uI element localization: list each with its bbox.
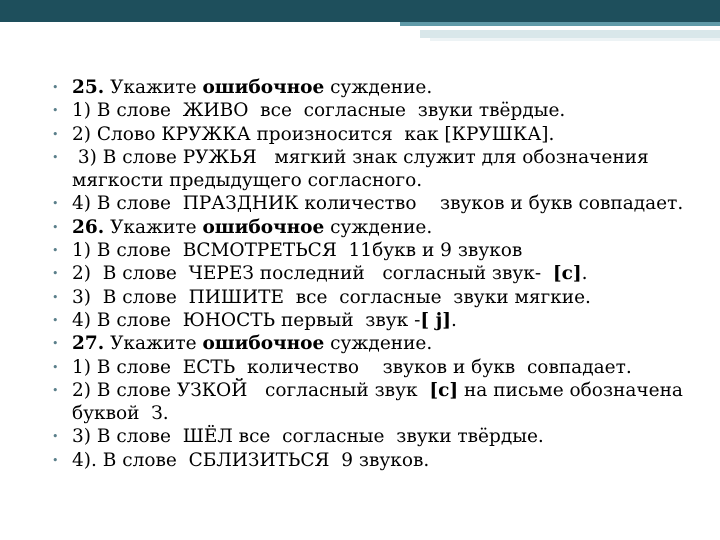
item-text: 4). В слове СБЛИЗИТЬСЯ 9 звуков.	[72, 449, 430, 471]
item-text: суждение.	[324, 216, 433, 238]
bullet-icon: •	[52, 430, 59, 444]
bullet-icon: •	[52, 383, 59, 397]
bullet-icon: •	[52, 244, 59, 258]
list-item	[52, 379, 712, 426]
bullet-icon: •	[52, 267, 59, 281]
list-item	[52, 239, 712, 262]
bullet-icon: •	[52, 290, 59, 304]
list-item	[52, 216, 712, 239]
title-bar-band	[0, 0, 720, 22]
slide-body	[52, 76, 712, 472]
list-item	[52, 356, 712, 379]
item-text: .	[581, 263, 588, 285]
emphasis-text: ошибочное	[202, 216, 325, 238]
emphasis-text: ошибочное	[202, 77, 325, 98]
header-accent-stripe	[400, 22, 720, 26]
list-item	[52, 192, 712, 215]
list-item	[52, 332, 712, 355]
list-item	[52, 309, 712, 332]
emphasis-text: [ j]	[420, 309, 452, 331]
list-item	[52, 286, 712, 309]
item-text: 1) В слове ВСМОТРЕТЬСЯ 11букв и 9 звуков	[72, 240, 523, 262]
item-text: 1) В слове ЕСТЬ количество звуков и букв совпадает.	[72, 356, 632, 378]
item-text: .	[451, 309, 457, 331]
list-item	[52, 99, 712, 122]
bullet-list	[52, 76, 712, 472]
bullet-icon: •	[52, 360, 59, 374]
item-text: 4) В слове ЮНОСТЬ первый звук -	[72, 309, 421, 331]
item-text: на письме обозначена буквой З.	[72, 379, 689, 425]
bullet-icon: •	[52, 453, 59, 467]
item-text: 1) В слове ЖИВО все согласные звуки твёрдые.	[72, 100, 566, 122]
bullet-icon: •	[52, 197, 59, 211]
bullet-icon: •	[52, 220, 59, 234]
item-text: 3) В слове РУЖЬЯ мягкий знак служит для обозначения мягкости предыдущего согласного.	[72, 146, 655, 192]
list-item	[52, 146, 712, 193]
bullet-icon: •	[52, 127, 59, 141]
emphasis-text: [c]	[552, 263, 582, 285]
emphasis-text: [c]	[429, 379, 459, 401]
bullet-icon: •	[52, 104, 59, 118]
list-item	[52, 425, 712, 448]
header-accent-stripe-light	[420, 30, 720, 38]
item-text: Укажите	[104, 216, 203, 238]
bullet-icon: •	[52, 313, 59, 327]
item-text: суждение.	[324, 333, 433, 355]
list-item	[52, 449, 712, 472]
item-text: 4) В слове ПРАЗДНИК количество звуков и букв совпадает.	[72, 193, 684, 215]
list-item	[52, 262, 712, 285]
list-item	[52, 76, 712, 99]
item-text: 3) В слове ПИШИТЕ все согласные звуки мягкие.	[72, 286, 591, 308]
item-text: суждение.	[324, 77, 433, 98]
item-text: Укажите	[104, 77, 203, 98]
bullet-icon: •	[52, 81, 59, 94]
bullet-icon: •	[52, 150, 59, 164]
question-number: 25.	[72, 77, 105, 98]
header-accent-stripe-faint	[430, 38, 720, 41]
emphasis-text: ошибочное	[202, 333, 325, 355]
item-text: 2) В слове УЗКОЙ согласный звук	[72, 379, 430, 401]
question-number: 26.	[72, 216, 105, 238]
item-text: 2) В слове ЧЕРЕЗ последний согласный звук-	[72, 263, 553, 285]
list-item	[52, 123, 712, 146]
item-text: Укажите	[104, 333, 203, 355]
bullet-icon: •	[52, 337, 59, 351]
item-text: 3) В слове ШЁЛ все согласные звуки твёрдые.	[72, 426, 544, 448]
question-number: 27.	[72, 333, 105, 355]
left-margin	[0, 22, 10, 540]
item-text: 2) Слово КРУЖКА произносится как [КРУШКА].	[72, 123, 555, 145]
